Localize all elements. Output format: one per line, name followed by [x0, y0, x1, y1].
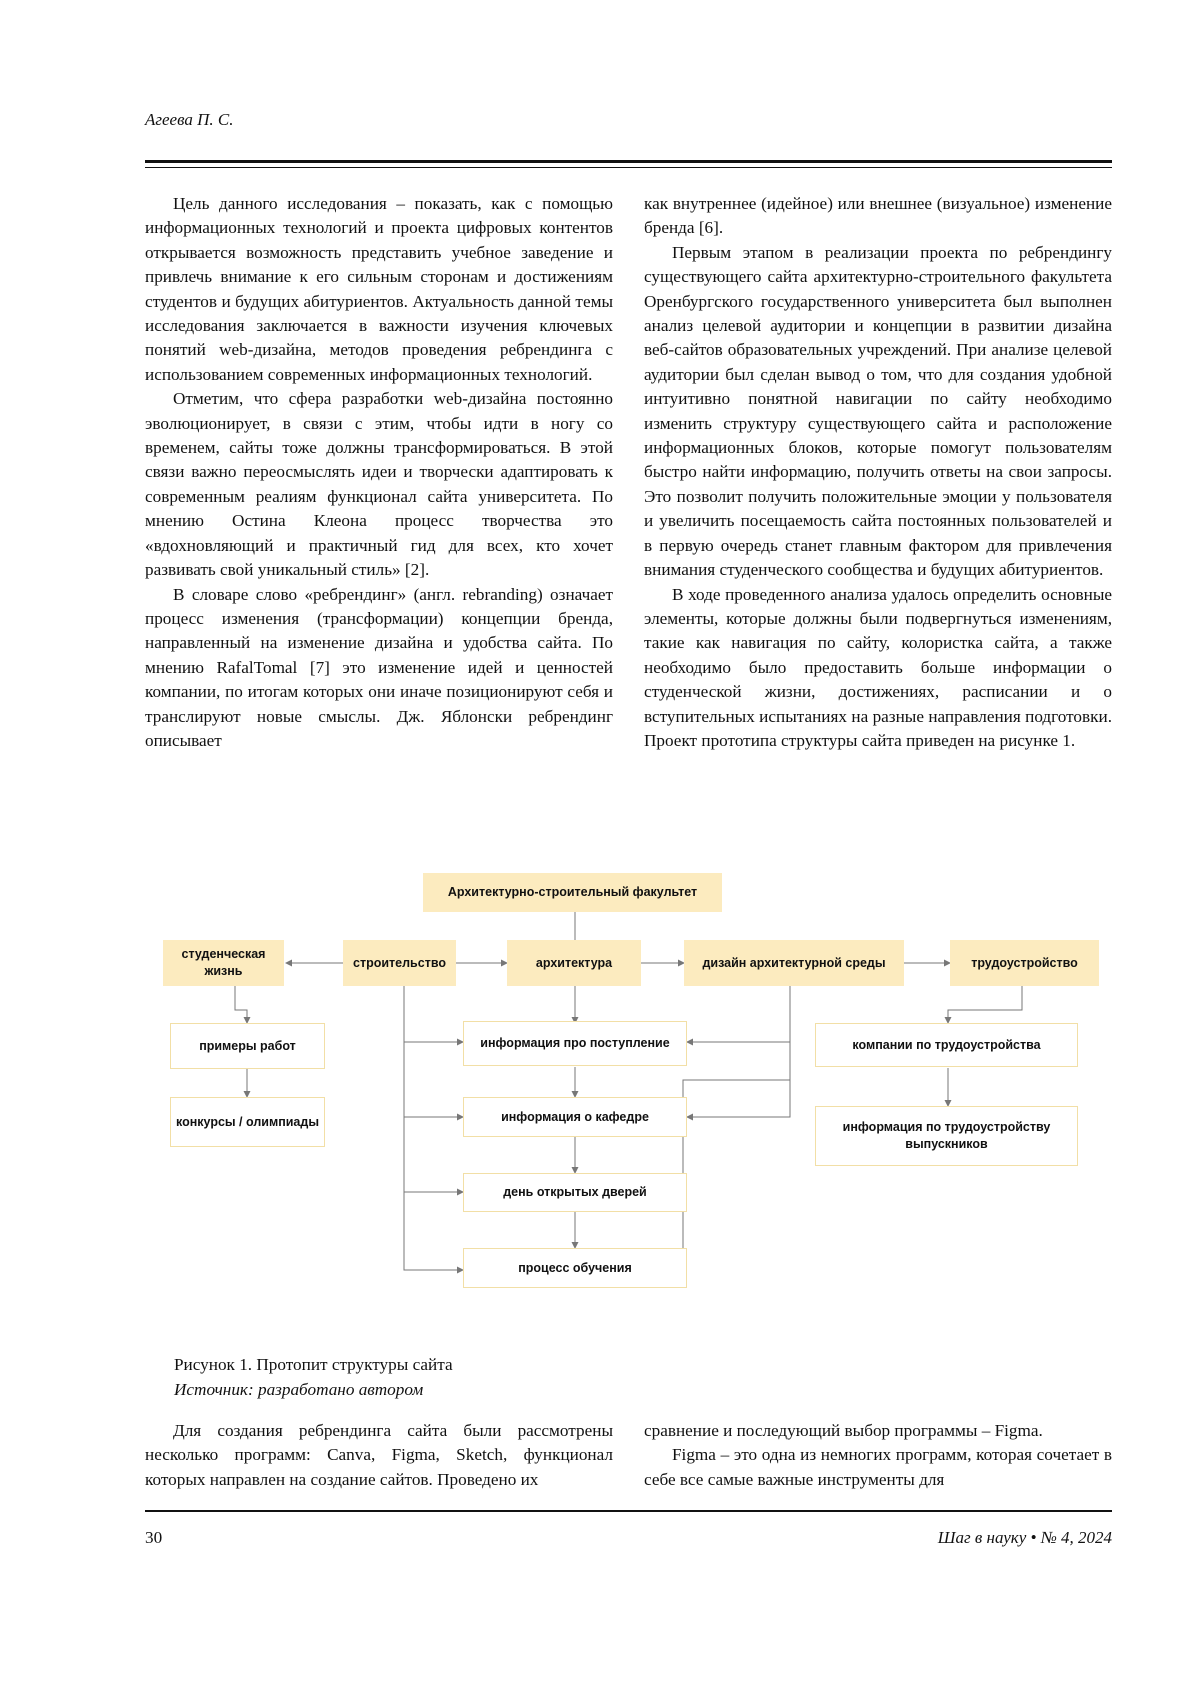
connector-design-admission	[687, 985, 790, 1042]
paragraph: Figma – это одна из немногих программ, которая сочетает в себе все самые важные инструменты для	[644, 1445, 1112, 1489]
figure-caption-block	[174, 1352, 453, 1402]
paragraph: сравнение и последующий выбор программы – Figma.	[644, 1421, 1043, 1440]
diagram-box-department: информация о кафедре	[463, 1097, 687, 1137]
bottom-right-column	[644, 1419, 1112, 1492]
diagram-box-contests: конкурсы / олимпиады	[170, 1097, 325, 1147]
diagram-box-study-process: процесс обучения	[463, 1248, 687, 1288]
figure-source: Источник: разработано автором	[174, 1380, 424, 1399]
paragraph: В ходе проведенного анализа удалось определить основные элементы, которые должны были подвергнуться изменениям, такие как навигация по сайту, колористка сайта, а также необходимо было предоставить больше информации о студенческой жизни, достижениях, расписании и о вступительных испытаниях на разные направления подготовки. Проект прототипа структуры сайта приведен на рисунке 1.	[644, 584, 1112, 750]
connector-construction-study	[404, 985, 463, 1270]
paragraph: В словаре слово «ребрендинг» (англ. rebranding) означает процесс изменения (трансформации) концепции бренда, направленный на изменение дизайна и удобства сайта. По мнению RafalTomal [7] это изменение идей и ценностей компании, по итогам которых они иначе позиционируют себя и транслируют новые смыслы. Дж. Яблонски ребрендинг описывает	[145, 584, 613, 750]
header-rule	[145, 160, 1112, 168]
right-column	[644, 192, 1112, 753]
diagram-box-open-day: день открытых дверей	[463, 1173, 687, 1212]
diagram-box-employment: трудоустройство	[950, 940, 1099, 986]
connector-design-department	[687, 1042, 790, 1117]
diagram-box-graduates: информация по трудоустройству выпускников	[815, 1106, 1078, 1166]
running-header-author: Агеева П. С.	[145, 110, 234, 129]
paragraph: Первым этапом в реализации проекта по ребрендингу существующего сайта архитектурно-строительного факультета Оренбургского государственного университета был выполнен анализ целевой аудитории и концепции в развитии дизайна веб-сайтов образовательных учреждений. При анализе целевой аудитории был сделан вывод о том, что для создания удобной интуитивно понятной навигации по сайту необходимо изменить структуру существующего сайта и расположение информационных блоков, которые помогут пользователям быстро найти информацию, получить ответы на свои запросы. Это позволит получить положительные эмоции у пользователя и увеличить посещаемость сайта постоянных пользователей и в первую очередь станет главным фактором для привлечения внимания студенческого сообщества и будущих абитуриентов.	[644, 242, 1112, 580]
connector-design-side	[683, 1080, 790, 1270]
connector-employment-companies	[948, 985, 1022, 1023]
diagram-box-faculty: Архитектурно-строительный факультет	[423, 873, 722, 912]
footer-rule	[145, 1510, 1112, 1512]
left-column	[145, 192, 613, 753]
bottom-left-column	[145, 1419, 613, 1492]
paragraph: как внутреннее (идейное) или внешнее (визуальное) изменение бренда [6].	[644, 194, 1112, 238]
connector-studentlife-works	[235, 985, 247, 1023]
diagram-box-companies: компании по трудоустройства	[815, 1023, 1078, 1067]
diagram-box-student-life: студенческая жизнь	[163, 940, 284, 986]
diagram-box-architecture: архитектура	[507, 940, 641, 986]
diagram-box-works: примеры работ	[170, 1023, 325, 1069]
diagram-box-design: дизайн архитектурной среды	[684, 940, 904, 986]
diagram-box-construction: строительство	[343, 940, 456, 986]
paragraph: Цель данного исследования – показать, как с помощью информационных технологий и проекта цифровых контентов открывается возможность представить учебное заведение и привлечь внимание к его сильным сторонам и достижениям студентов и будущих абитуриентов. Актуальность данной темы исследования заключается в важности изучения ключевых понятий web-дизайна, методов проведения ребрендинга с использованием современных информационных технологий.	[145, 194, 613, 384]
journal-title: Шаг в науку • № 4, 2024	[937, 1528, 1112, 1547]
page-number: 30	[145, 1528, 163, 1547]
paragraph: Для создания ребрендинга сайта были рассмотрены несколько программ: Canva, Figma, Sketch, функционал которых направлен на создание сайтов. Проведено их	[145, 1421, 613, 1489]
paragraph: Отметим, что сфера разработки web-дизайна постоянно эволюционирует, в связи с этим, чтобы идти в ногу со временем, сайты тоже должны трансформироваться. В этой связи важно переосмыслять идеи и творчески адаптировать к современным реалиям функционал сайта университета. По мнению Остина Клеона процесс творчества это «вдохновляющий и практичный гид для всех, кто хочет развивать свой уникальный стиль» [2].	[145, 389, 613, 580]
figure-caption: Рисунок 1. Протопит структуры сайта	[174, 1355, 453, 1374]
diagram-box-admission: информация про поступление	[463, 1021, 687, 1066]
